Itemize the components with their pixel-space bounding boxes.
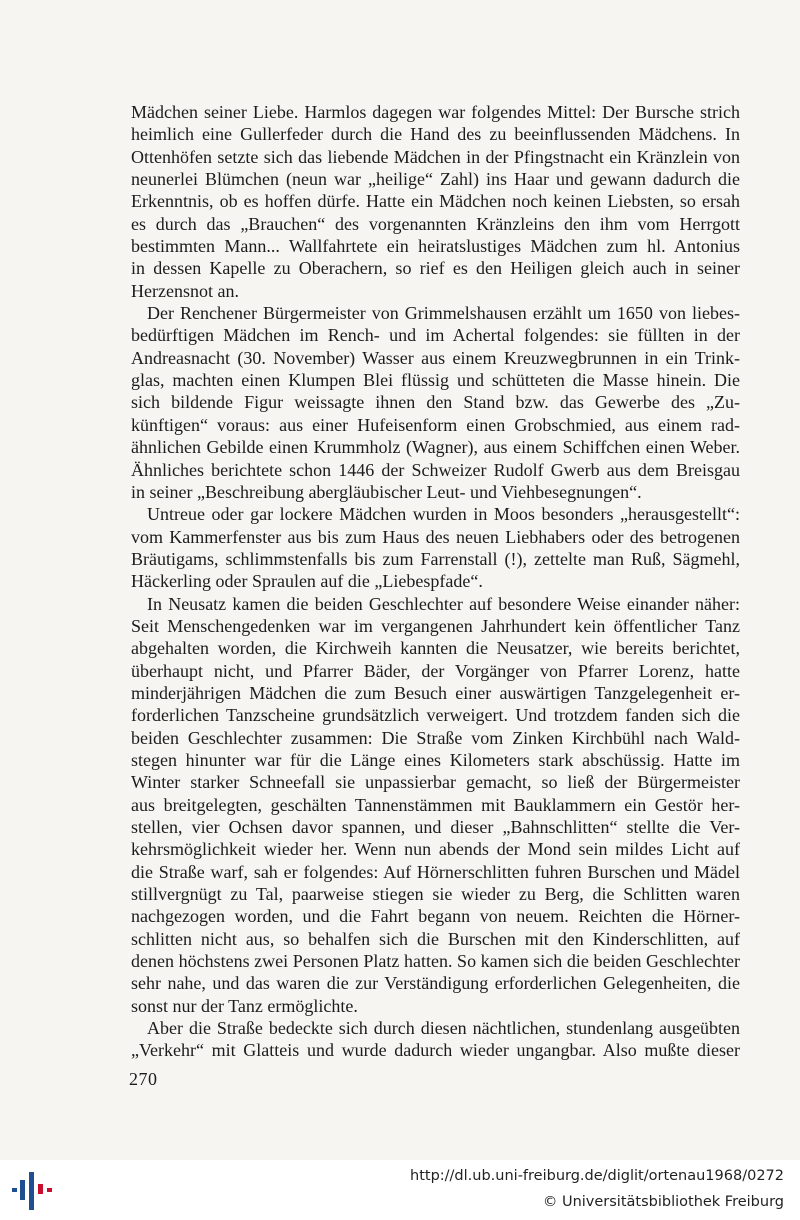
text-line: sonst nur der Tanz ermöglichte. <box>131 995 358 1016</box>
copyright-notice: © Universitätsbibliothek Freiburg <box>542 1194 784 1210</box>
text-line: in seiner „Beschreibung abergläubischer Leut- und Viehbesegnungen“. <box>131 481 642 502</box>
text-line: bestimmten Mann... Wallfahrtete ein heiratslustiges Mädchen zum hl. Antonius <box>131 236 740 257</box>
logo-bar <box>12 1188 17 1192</box>
text-line: Untreue oder gar lockere Mädchen wurden in Moos besonders „herausgestellt“: <box>147 504 740 525</box>
text-line: nachgezogen worden, und die Fahrt begann von neuem. Reichten die Hörner- <box>131 906 740 927</box>
text-line: es durch das „Brauchen“ des vorgenannten Kränzleins den ihm vom Herrgott <box>131 213 740 234</box>
text-line: minderjährigen Mädchen die zum Besuch einer auswärtigen Tanzgelegenheit er- <box>131 682 740 703</box>
text-line: schlitten nicht aus, so behalfen sich die Burschen mit den Kinderschlitten, auf <box>131 928 740 949</box>
text-line: glas, machten einen Klumpen Blei flüssig und schütteten die Masse hinein. Die <box>131 370 740 391</box>
footer <box>0 1160 800 1220</box>
logo-bar <box>38 1184 43 1194</box>
text-line: überhaupt nicht, und Pfarrer Bäder, der Vorgänger von Pfarrer Lorenz, hatte <box>131 660 740 681</box>
text-line: in dessen Kapelle zu Oberachern, so rief es den Heiligen gleich auch in seiner <box>131 258 740 279</box>
text-line: aus breitgelegten, geschälten Tannenstämmen mit Bauklammern ein Gestör her- <box>131 794 740 815</box>
logo-bar <box>29 1172 34 1210</box>
logo-bar <box>20 1180 25 1200</box>
text-line: heimlich eine Gullerfeder durch die Hand des zu beeinflussenden Mädchens. In <box>131 124 740 145</box>
text-line: abgehalten worden, die Kirchweih kannten die Neusatzer, wie bereits berichtet, <box>131 638 740 659</box>
body-text <box>131 101 740 1062</box>
text-line: Seit Menschengedenken war im vergangenen Jahrhundert kein öffentlicher Tanz <box>131 615 740 636</box>
text-line: „Verkehr“ mit Glatteis und wurde dadurch wieder ungangbar. Also mußte dieser <box>131 1040 740 1061</box>
logo-svg <box>10 1170 54 1212</box>
text-line: Herzensnot an. <box>131 280 239 301</box>
text-line: neunerlei Blümchen (neun war „heilige“ Zahl) ins Haar und gewann dadurch die <box>131 169 740 190</box>
text-line: Erkenntnis, ob es hoffen dürfe. Hatte ein Mädchen noch keinen Liebsten, so ersah <box>131 191 740 212</box>
text-line: ähnlichen Gebilde einen Krummholz (Wagner), aus einem Schiffchen einen Weber. <box>131 437 740 458</box>
text-line: Häckerling oder Spraulen auf die „Liebespfade“. <box>131 571 483 592</box>
text-line: die Straße warf, sah er folgendes: Auf Hörnerschlitten fuhren Burschen und Mädel <box>131 861 740 882</box>
text-line: Andreasnacht (30. November) Wasser aus einem Kreuzwegbrunnen in ein Trink- <box>131 347 740 368</box>
text-line: stellen, vier Ochsen davor spannen, und dieser „Bahnschlitten“ stellte die Ver- <box>131 817 740 837</box>
text-line: Bräutigams, schlimmstenfalls bis zum Farrenstall (!), zettelte man Ruß, Sägmehl, <box>131 548 740 569</box>
text-line: Der Renchener Bürgermeister von Grimmelshausen erzählt um 1650 von liebes- <box>147 303 740 324</box>
text-line: sich bildende Figur weissagte ihnen den Stand bzw. das Gewerbe des „Zu- <box>131 392 740 413</box>
text-line: Mädchen seiner Liebe. Harmlos dagegen war folgendes Mittel: Der Bursche strich <box>131 102 740 122</box>
text-line: beiden Geschlechter zusammen: Die Straße vom Zinken Kirchbühl nach Wald- <box>131 727 740 748</box>
text-line: forderlichen Tanzscheine grundsätzlich verweigert. Und trotzdem fanden sich die <box>131 705 740 726</box>
text-line: stegen hinunter war für die Länge eines Kilometers stark abschüssig. Hatte im <box>131 749 740 770</box>
text-line: stillvergnügt zu Tal, paarweise stiegen sie wieder zu Berg, die Schlitten waren <box>131 884 740 905</box>
text-line: denen höchstens zwei Personen Platz hatten. So kamen sich die beiden Geschlechter <box>131 951 740 972</box>
page-number: 270 <box>129 1069 158 1089</box>
text-line: Aber die Straße bedeckte sich durch diesen nächtlichen, stundenlang ausgeübten <box>147 1018 740 1039</box>
text-line: kehrsmöglichkeit wieder her. Wenn nun abends der Mond sein mildes Licht auf <box>131 839 740 860</box>
text-line: sehr nahe, und das waren die zur Verständigung erforderlichen Gelegenheiten, die <box>131 973 740 994</box>
text-line: Ähnliches berichtete schon 1446 der Schweizer Rudolf Gwerb aus dem Breisgau <box>131 459 740 480</box>
text-line: künftigen“ voraus: aus einer Hufeisenform einen Grobschmied, aus einem rad- <box>131 414 740 435</box>
logo-bar <box>47 1188 52 1192</box>
text-line: bedürftigen Mädchen im Rench- und im Achertal folgendes: sie füllten in der <box>131 325 740 346</box>
text-line: In Neusatz kamen die beiden Geschlechter auf besondere Weise einander näher: <box>147 593 740 614</box>
text-line: vom Kammerfenster aus bis zum Haus des neuen Liebhabers oder des betrogenen <box>131 526 740 547</box>
text-line: Ottenhöfen setzte sich das liebende Mädchen in der Pfingstnacht ein Kränzlein von <box>131 146 740 167</box>
text-line: Winter starker Schneefall sie unpassierbar gemacht, so ließ der Bürgermeister <box>131 772 740 793</box>
permalink-url[interactable]: http://dl.ub.uni-freiburg.de/diglit/ortenau1968/0272 <box>410 1168 784 1184</box>
ub-freiburg-logo-icon <box>10 1170 54 1212</box>
